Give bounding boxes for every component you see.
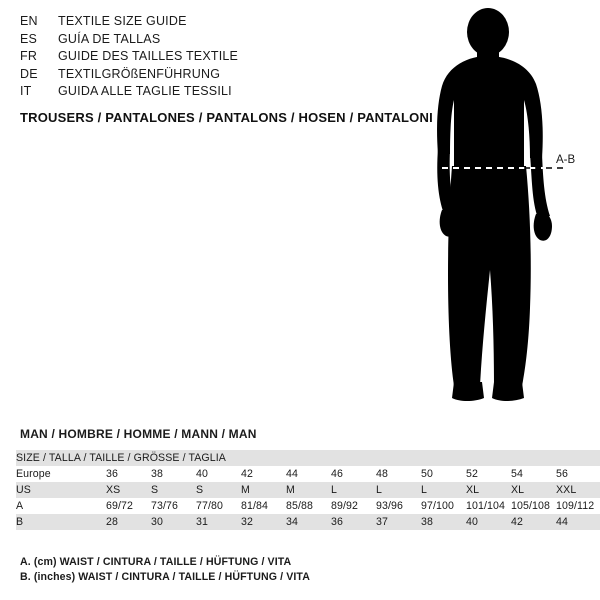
row-label: B [16, 516, 24, 528]
table-cell: 69/72 [106, 500, 134, 512]
table-cell: 30 [151, 516, 163, 528]
table-cell [556, 450, 600, 466]
row-label: US [16, 484, 31, 496]
table-cell: 97/100 [421, 500, 455, 512]
table-cell: 101/104 [466, 500, 505, 512]
table-heading: MAN / HOMBRE / HOMME / MANN / MAN [20, 427, 257, 441]
table-cell: 40 [466, 516, 478, 528]
language-code: EN [20, 14, 38, 28]
table-cell: 34 [286, 516, 298, 528]
table-cell: XS [106, 484, 121, 496]
table-cell: 81/84 [241, 500, 269, 512]
table-row [16, 450, 600, 466]
table-cell: 93/96 [376, 500, 404, 512]
table-cell: 28 [106, 516, 118, 528]
table-cell: 42 [241, 468, 253, 480]
table-cell: 73/76 [151, 500, 179, 512]
language-header-block [20, 14, 400, 102]
language-title: TEXTILGRÖßENFÜHRUNG [58, 66, 221, 81]
table-cell: 44 [556, 516, 568, 528]
table-cell: 85/88 [286, 500, 314, 512]
language-row [20, 32, 400, 50]
table-cell: S [196, 484, 204, 496]
table-cell: 36 [331, 516, 343, 528]
language-row [20, 84, 400, 102]
table-cell: 48 [376, 468, 388, 480]
table-cell: 40 [196, 468, 208, 480]
table-cell: 37 [376, 516, 388, 528]
language-title: GUÍA DE TALLAS [58, 31, 161, 46]
table-cell: XL [511, 484, 525, 496]
footnote-b: B. (inches) WAIST / CINTURA / TAILLE / HÜFTUNG / VITA [20, 571, 310, 583]
language-title: GUIDA ALLE TAGLIE TESSILI [58, 84, 232, 98]
section-title: TROUSERS / PANTALONES / PANTALONS / HOSEN / PANTALONI [20, 110, 433, 125]
table-cell: 56 [556, 468, 568, 480]
table-cell [421, 450, 466, 466]
footnote-a: A. (cm) WAIST / CINTURA / TAILLE / HÜFTUNG / VITA [20, 556, 292, 568]
language-row [20, 67, 400, 85]
table-cell [511, 450, 556, 466]
language-row [20, 49, 400, 67]
table-cell: 32 [241, 516, 253, 528]
row-label: SIZE / TALLA / TAILLE / GRÖSSE / TAGLIA [16, 452, 226, 464]
footnotes [20, 555, 310, 585]
table-cell: L [331, 484, 337, 496]
table-cell: 36 [106, 468, 118, 480]
table-cell: 42 [511, 516, 523, 528]
size-table [16, 450, 600, 530]
table-cell [241, 450, 286, 466]
row-label: A [16, 500, 24, 512]
table-cell: 38 [151, 468, 163, 480]
table-cell [286, 450, 331, 466]
table-cell: M [286, 484, 295, 496]
language-code: IT [20, 84, 32, 98]
table-cell: L [421, 484, 427, 496]
language-code: FR [20, 49, 38, 63]
table-cell: 38 [421, 516, 433, 528]
table-cell: XL [466, 484, 480, 496]
silhouette-svg [420, 8, 580, 408]
language-title: GUIDE DES TAILLES TEXTILE [58, 49, 239, 63]
table-row [16, 498, 600, 514]
table-cell: XXL [556, 484, 577, 496]
table-cell: 50 [421, 468, 433, 480]
table-cell: 31 [196, 516, 208, 528]
table-cell: 77/80 [196, 500, 224, 512]
table-cell [331, 450, 376, 466]
language-title: TEXTILE SIZE GUIDE [58, 14, 187, 28]
row-label: Europe [16, 468, 51, 480]
table-cell: 52 [466, 468, 478, 480]
waist-measure-label: A-B [556, 154, 576, 166]
table-cell: 89/92 [331, 500, 359, 512]
table-row [16, 466, 600, 482]
table-cell: S [151, 484, 159, 496]
language-row [20, 14, 400, 32]
table-row [16, 514, 600, 530]
language-code: DE [20, 66, 38, 81]
table-cell: 105/108 [511, 500, 550, 512]
language-code: ES [20, 31, 38, 46]
table-cell: L [376, 484, 382, 496]
table-cell: 46 [331, 468, 343, 480]
table-cell: 44 [286, 468, 298, 480]
table-cell: 109/112 [556, 500, 595, 512]
man-silhouette-figure [420, 8, 580, 408]
table-cell: 54 [511, 468, 523, 480]
table-cell [376, 450, 421, 466]
table-row [16, 482, 600, 498]
table-cell: M [241, 484, 250, 496]
table-cell [466, 450, 511, 466]
